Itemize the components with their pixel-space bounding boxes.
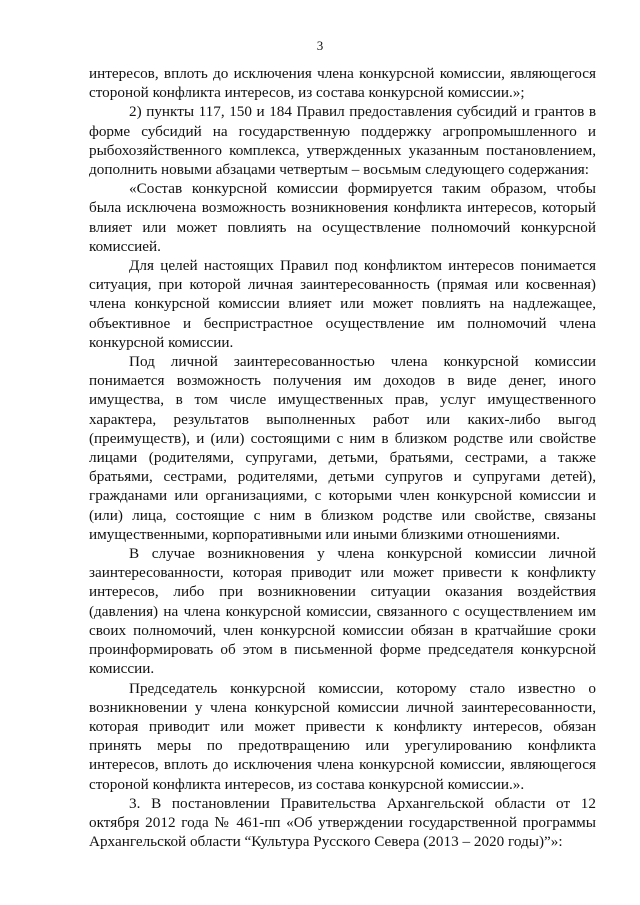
paragraph: 3. В постановлении Правительства Архангельской области от 12 октября 2012 года № 461-пп «Об утверждении государственной программы Архангельской области “Культура Русского Севера (2013 – 2020 годы)”»: [89, 794, 596, 851]
paragraph: «Состав конкурсной комиссии формируется таким образом, чтобы была исключена возможность возникновения конфликта интересов, который влияет или может повлиять на осуществление полномочий конкурсной комиссией. [89, 180, 596, 255]
paragraph: 2) пункты 117, 150 и 184 Правил предоставления субсидий и грантов в форме субсидий на государственную поддержку агропромышленного и рыбохозяйственного комплекса, утвержденных указанным постановлением, дополнить новыми абзацами четвертым – восьмым следующего содержания: [89, 103, 596, 179]
paragraph: Под личной заинтересованностью члена конкурсной комиссии понимается возможность получения им доходов в виде денег, иного имущества, в том числе имущественных прав, услуг имущественного характера, результатов выполненных работ или каких-либо выгод (преимуществ), и (или) состоящими с ним в близком родстве или свойстве лицами (родителями, супругами, детьми, братьями, сестрами, а также братьями, сестрами, родителями, детьми супругов и супругами детей), гражданами или организациями, с которыми член конкурсной комиссии и (или) лица, состоящие с ним в близком родстве или свойстве, связаны имущественными, корпоративными или иными близкими отношениями. [89, 353, 596, 543]
paragraph: Председатель конкурсной комиссии, которому стало известно о возникновении у члена конкурсной комиссии личной заинтересованности, которая приводит или может привести к конфликту интересов, обязан принять меры по предотвращению или урегулированию конфликта интересов, вплоть до исключения члена конкурсной комиссии, являющегося стороной конфликта интересов, из состава конкурсной комиссии.». [89, 679, 596, 793]
paragraph: интересов, вплоть до исключения члена конкурсной комиссии, являющегося стороной конфликта интересов, из состава конкурсной комиссии.»; [89, 65, 596, 102]
page-number: 3 [316, 38, 324, 53]
paragraph: В случае возникновения у члена конкурсной комиссии личной заинтересованности, которая приводит или может привести к конфликту интересов, либо при возникновении ситуации оказания воздействия (давления) на члена конкурсной комиссии, связанного с осуществлением им своих полномочий, член конкурсной комиссии обязан в кратчайшие сроки проинформировать об этом в письменной форме председателя конкурсной комиссии. [89, 545, 596, 678]
document-body [89, 64, 596, 851]
paragraph: Для целей настоящих Правил под конфликтом интересов понимается ситуация, при которой личная заинтересованность (прямая или косвенная) члена конкурсной комиссии влияет или может повлиять на надлежащее, объективное и беспристрастное осуществление им полномочий члена конкурсной комиссии. [89, 257, 596, 351]
